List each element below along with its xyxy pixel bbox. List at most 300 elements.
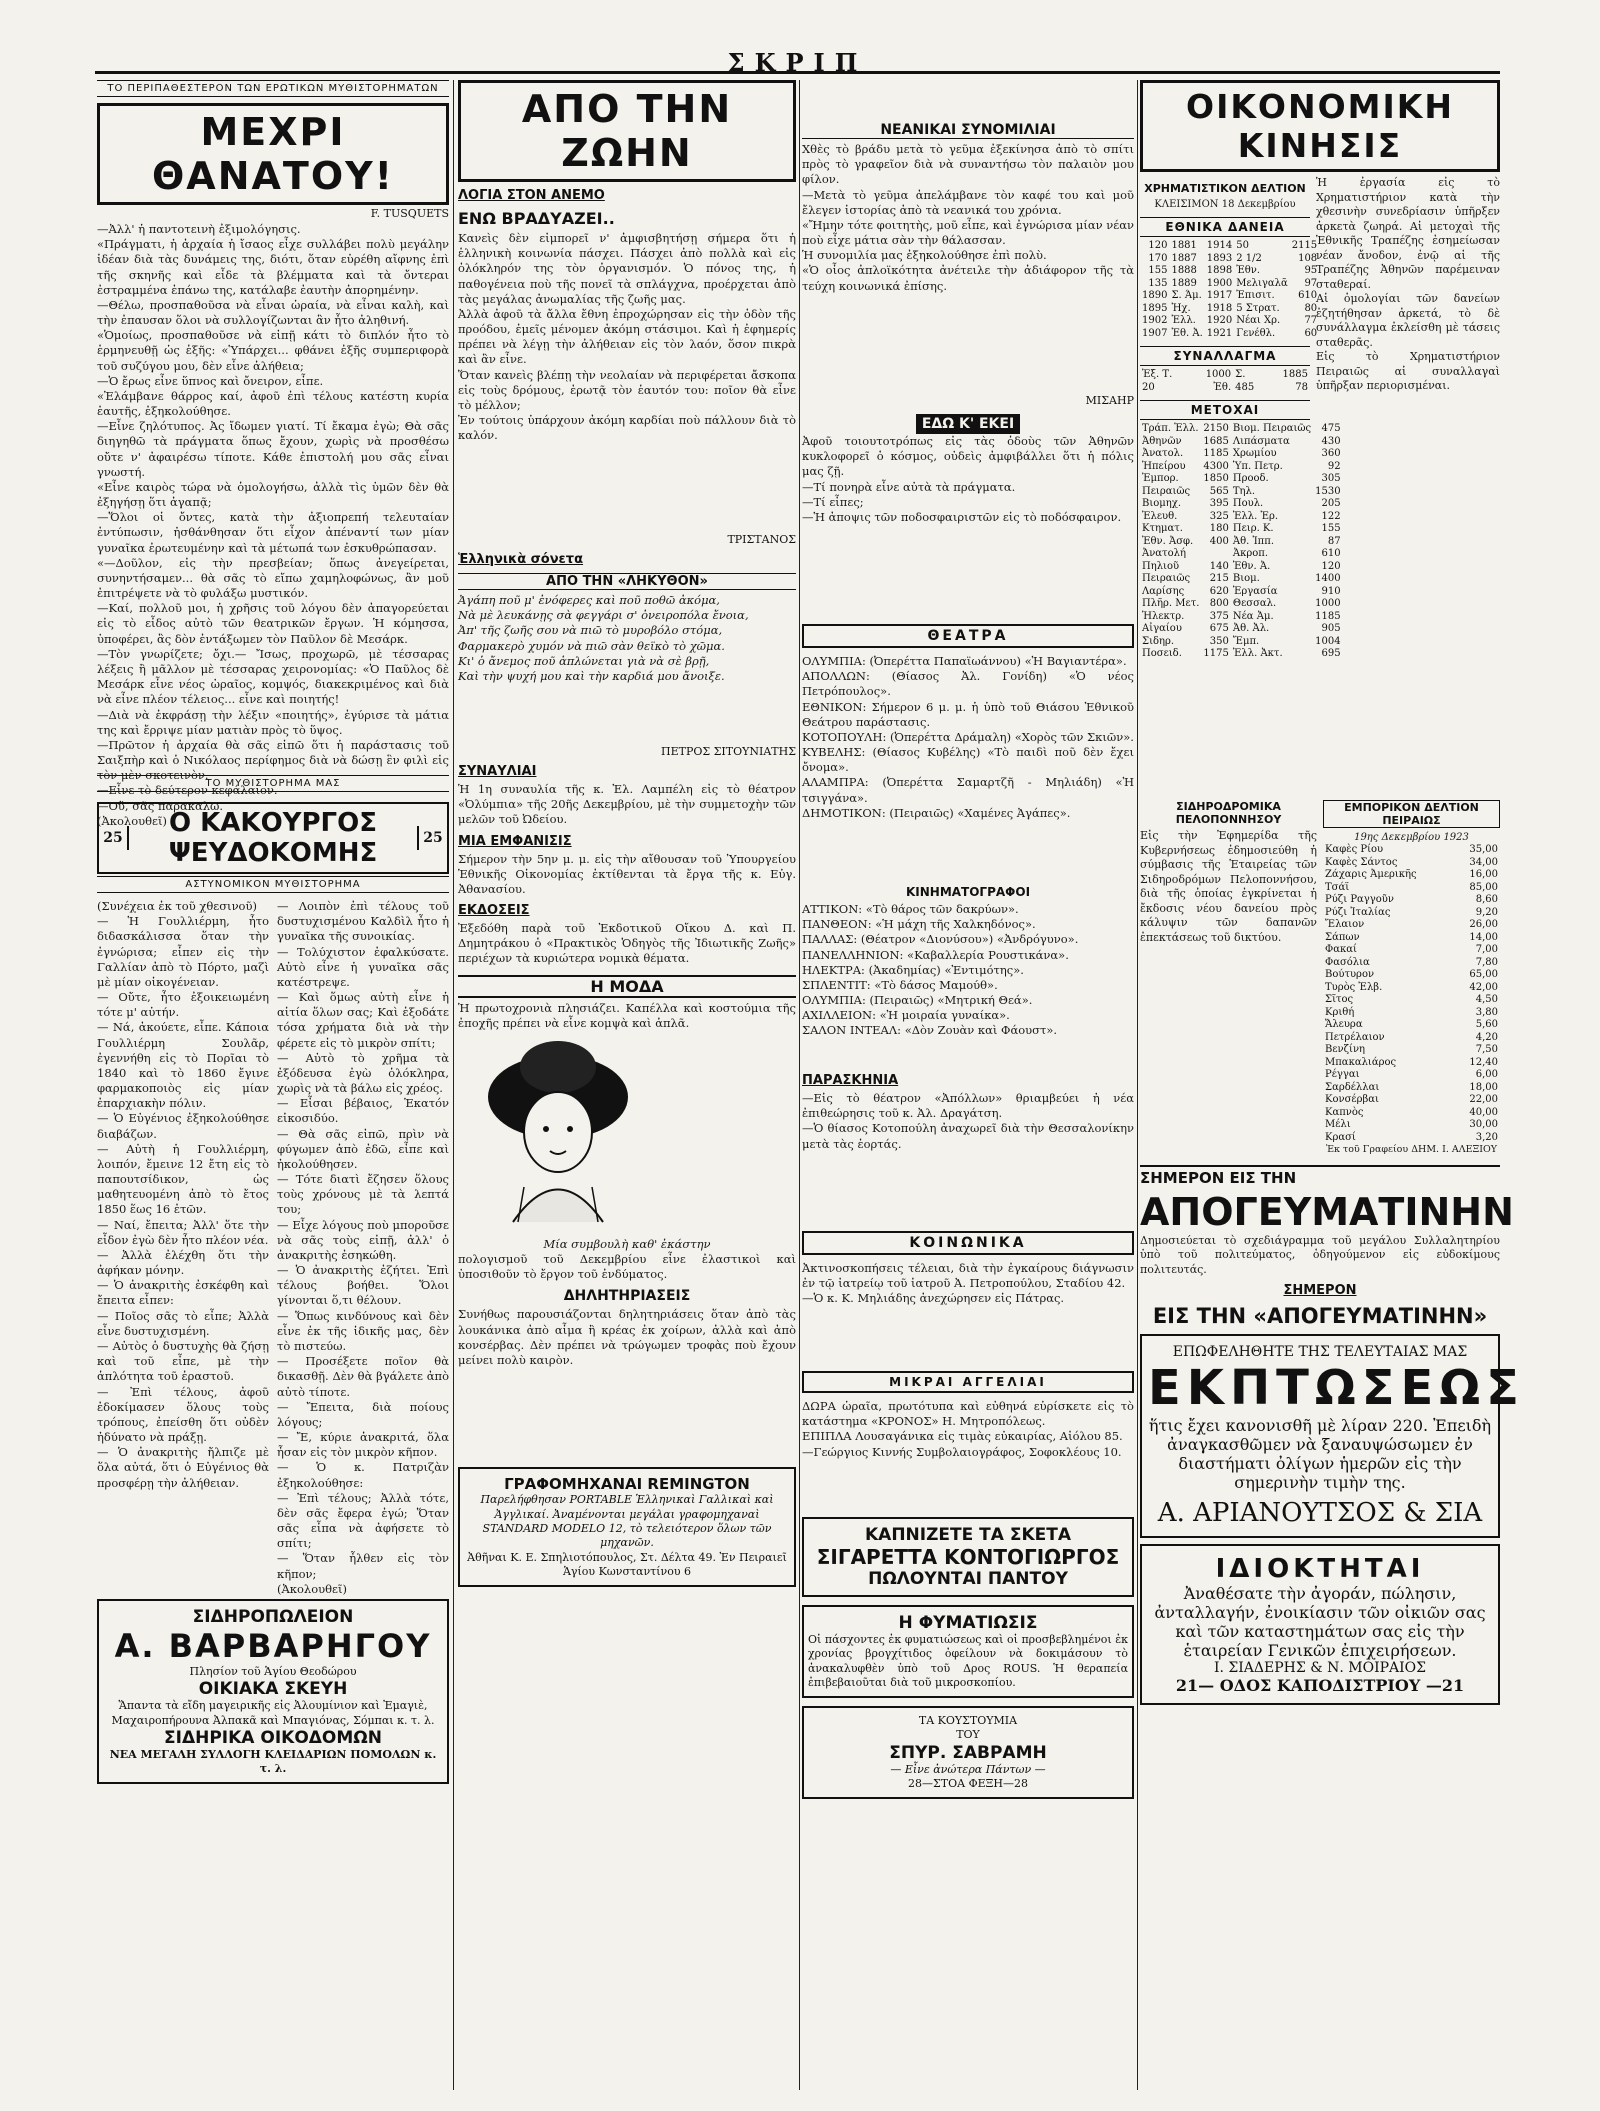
serial-body-right: — Λοιπὸν ἐπὶ τέλους τοῦ δυστυχισμένου Καλδὶλ ἦτο ἡ γυναῖκα τῆς συνοικίας. — Τολύχιστον ἐφαλκύσατε. Αὐτὸ εἶνε ἡ γυναῖκα σᾶς κατέστρεψε. — Καὶ ὅμως αὐτὴ εἶνε ἡ αἰτία ὅλων σας; Καὶ ἐξοδάτε τόσα χρήματα διὰ νὰ τὴν φέρετε εἰς τὸ μικρὸν σπίτι; — Αὐτὸ τὸ χρῆμα τὰ ἐξόδευσα ἐγὼ ὁλόκληρα, χωρὶς νὰ τὰ βάλω εἰς χρέος. — Εἶσαι βέβαιος, Ἑκατόν εἰκοσιδύο. — Θὰ σᾶς εἰπῶ, πρὶν νὰ φύγωμεν ἀπὸ ἐδῶ, εἶπε καὶ ἠκολούθησεν. — Τότε διατὶ ἔζησεν ὅλους τοὺς χρόνους μὲ τὰ λεπτά του; — Εἶχε λόγους ποὺ μποροῦσε νὰ σᾶς τοὺς εἰπῇ, ἀλλ' ὁ ἀνακριτὴς ἐσηκώθη. — Ὁ ἀνακριτὴς ἐζήτει. Ἐπὶ τέλους βοήθει. Ὅλοι γίνονται ὅ,τι θέλουν. — Ὅπως κινδύνους καὶ δὲν εἶνε ἐκ τῆς ἰδικῆς μας, δὲν τὸ πιστεύω. — Προσέξετε ποῖον θὰ δικασθῇ. Δὲν θὰ βγάλετε ἀπὸ αὐτὸ τίποτε. — Ἔπειτα, διὰ ποίους λόγους; — Ἔ, κύριε ἀνακριτά, ὅλα ἦσαν εἰς τὸν μικρὸν κῆπον. — Ὁ κ. Πατριζὰν ἐξηκολούθησε: — Ἐπὶ τέλους; Ἀλλὰ τότε, δὲν σᾶς ἔφερα ἐγώ; Ὅταν σᾶς εἶπα νὰ ἀφήσετε τὸ σπίτι; — Ὅταν ἦλθεν εἰς τὸν κῆπον; (Ἀκολουθεῖ) — [277, 899, 449, 1596]
bond-row-cell: 2115 — [1291, 240, 1318, 252]
stock-row-cell: 122 — [1321, 510, 1341, 522]
fx-row-cell: 1885 — [1282, 369, 1308, 381]
bond-row — [1140, 303, 1319, 316]
bond-row-cell: Ἐλλ. — [1171, 315, 1196, 327]
fx-row — [1140, 369, 1310, 382]
stock-row — [1140, 423, 1343, 436]
stock-row-cell: Ἐθν. Ἀσφ. — [1142, 535, 1194, 547]
fx-row-cell: 1000 — [1205, 369, 1232, 381]
commodity-row-cell: 16,00 — [1469, 869, 1498, 881]
stock-row-cell: 87 — [1327, 535, 1341, 547]
bonds-table — [1140, 240, 1319, 340]
poem-signature: ΠΕΤΡΟΣ ΣΙΤΟΥΝΙΑΤΗΣ — [660, 745, 796, 758]
bond-row-cell: 77 — [1304, 315, 1318, 327]
stock-row — [1140, 511, 1343, 524]
stock-row — [1140, 611, 1343, 624]
stock-row-cell: Ἔμπ. — [1232, 635, 1260, 647]
here-there-title: ΕΔΩ Κ' ΕΚΕΙ — [916, 414, 1020, 434]
commodity-row-cell: Ρύζι Ἰταλίας — [1325, 906, 1391, 918]
commodity-row-cell: Πετρέλαιον — [1325, 1031, 1385, 1043]
commodity-row-cell: Καφὲς Ρίου — [1325, 844, 1384, 856]
commodity-row-cell: Σαρδέλλαι — [1325, 1081, 1380, 1093]
bond-row-cell: 1887 — [1171, 252, 1197, 264]
stock-row-cell: Ἐλλ. Ἐρ. — [1232, 510, 1279, 522]
commodity-row — [1323, 1057, 1500, 1070]
bond-row — [1140, 315, 1319, 328]
youth-signature: ΜΙΣΑΗΡ — [1085, 394, 1134, 407]
stock-row-cell: 4300 — [1203, 460, 1229, 472]
commodity-row-cell: Μέλι — [1325, 1119, 1351, 1131]
commodity-row-cell: 6,00 — [1475, 1069, 1498, 1081]
theatre-body: ΟΛΥΜΠΙΑ: (Ὀπερέττα Παπαϊωάννου) «Ἡ Βαγιαντέρα». ΑΠΟΛΛΩΝ: (Θίασος Ἀλ. Γονίδη) «Ὁ νέος Πετρόπουλος». ΕΘΝΙΚΟΝ: Σήμερον 6 μ. μ. ἡ ὑπὸ τοῦ Θιάσου Ἐθνικοῦ Θεάτρου παράστασις. ΚΟΤΟΠΟΥΛΗ: (Ὀπερέττα Δράμαλη) «Χορὸς τῶν Σκιῶν». ΚΥΒΕΛΗΣ: (Θίασος Κυβέλης) «Τὸ παιδὶ ποῦ δὲν ἔχει ὄνομα». ΑΛΑΜΠΡΑ: (Ὀπερέττα Σαμαρτζῆ - Μηλιάδη) «Ἡ τσιγγάνα». ΔΗΜΟΤΙΚΟΝ: (Πειραιῶς) «Χαμένες Ἀγάπες». — [802, 654, 1134, 820]
stock-row-cell: 910 — [1321, 585, 1341, 597]
stock-row-cell: 1400 — [1315, 573, 1341, 585]
stock-row-cell: Ἐργασία — [1232, 585, 1278, 597]
backstage-title: ΠΑΡΑΣΚΗΝΙΑ — [802, 1073, 899, 1088]
stock-row-cell: 610 — [1321, 548, 1341, 560]
stock-row-cell: 140 — [1209, 560, 1229, 572]
column-economy — [1140, 80, 1525, 1705]
column-divider — [1137, 80, 1138, 2090]
port-bulletin-title: ΕΜΠΟΡΙΚΟΝ ΔΕΛΤΙΟΝ ΠΕΙΡΑΙΩΣ — [1323, 800, 1500, 828]
commodity-row-cell: Τσάϊ — [1325, 881, 1350, 893]
stock-row-cell: Ἐμπορ. — [1142, 473, 1179, 485]
ad-varvarigou-line: ΟΙΚΙΑΚΑ ΣΚΕΥΗ — [198, 1679, 348, 1700]
stock-row-cell: Σιδηρ. — [1142, 635, 1175, 647]
railway-body: Εἰς τὴν Ἐφημερίδα τῆς Κυβερνήσεως ἐδημοσιεύθη ἡ σύμβασις τῆς Ἑταιρείας τῶν Σιδηροδρόμων Πελοποννήσου, διὰ τῆς ὁποίας ἐγκρίνεται ἡ ἔκδοσις νέου δανείου πρὸς κάλυψιν τῶν δαπανῶν ἐπεκτάσεως τοῦ δικτύου. — [1140, 829, 1317, 944]
commodity-row-cell: 8,60 — [1475, 894, 1498, 906]
stock-row — [1140, 461, 1343, 474]
commodity-row — [1323, 882, 1500, 895]
bond-row-cell: Ἠχ. — [1171, 302, 1191, 314]
stock-row-cell: Ἀθ. Ἀλ. — [1232, 623, 1270, 635]
column-life — [458, 80, 796, 1587]
bond-row-cell: Ἐθν. — [1236, 265, 1261, 277]
stock-row — [1140, 586, 1343, 599]
commodity-row — [1323, 932, 1500, 945]
ad-remington-body: Παρελήφθησαν PORTABLE Ἑλληνικαὶ Γαλλικαὶ καὶ Ἀγγλικαί. Ἀναμένονται μεγάλαι γραφομηχαναὶ STANDARD MODELO 12, τὸ τελειότερον ὅλων τῶν μηχανῶν. — [480, 1493, 774, 1550]
novel-title: ΜΕΧΡΙ ΘΑΝΑΤΟΥ! — [97, 103, 449, 205]
section-signature: ΤΡΙΣΤΑΝΟΣ — [727, 533, 796, 546]
commodity-row — [1323, 1019, 1500, 1032]
stock-row-cell: Πειραιῶς — [1142, 485, 1191, 497]
concerts-body: Ἡ 1η συναυλία τῆς κ. Ἑλ. Λαμπέλη εἰς τὸ θέατρον «Ὀλύμπια» τῆς 20ῆς Δεκεμβρίου, μὲ τὴν συμμετοχὴν τῶν μελῶν τοῦ Ὠδείου. — [458, 782, 796, 827]
cinema-body: ΑΤΤΙΚΟΝ: «Τὸ θάρος τῶν δακρύων». ΠΑΝΘΕΟΝ: «Ἡ μάχη τῆς Χαλκηδόνος». ΠΑΛΛΑΣ: (Θέατρον «Διονύσου») «Ἀνδρόγυνο». ΠΑΝΕΛΛΗΝΙΟΝ: «Καβαλλερία Ρουστικάνα». ΗΛΕΚΤΡΑ: (Ἀκαδημίας) «Ἐντιμότης». ΣΠΛΕΝΤΙΤ: «Τὸ δάσος Μαμούθ». ΟΛΥΜΠΙΑ: (Πειραιῶς) «Μητρική Θεά». ΑΧΙΛΛΕΙΟΝ: «Ἡ μοιραία γυναίκα». ΣΑΛΟΝ ΙΝΤΕΑΛ: «Δὸν Ζουὰν καὶ Φάουστ». — [802, 902, 1079, 1038]
theatre-title: ΘΕΑΤΡΑ — [802, 624, 1134, 648]
bond-row — [1140, 240, 1319, 253]
serial-header — [97, 802, 449, 874]
concerts-title: ΣΥΝΑΥΛΙΑΙ — [458, 764, 537, 779]
stock-row-cell: Ἐλλ. Ἀκτ. — [1232, 648, 1283, 660]
stock-row-cell: Ἐλευθ. — [1142, 510, 1178, 522]
novel-body: —Ἀλλ' ἡ παντοτεινὴ ἐξιμολόγησις. «Πράγματι, ἡ ἀρχαία ἡ ἴσαος εἶχε συλλάβει πολὺ μεγάλην ἰδέαν διὰ τὰς δυνάμεις της, διότι, ὅταν εὑρέθη αἴφνης ἐπὶ τῆς σκηνῆς καὶ εἶδε τὰ βλέμματα καὶ τὰ ὄντεραι ἐστραμμένα ἐπάνω της, κατάλαβε ἐαυτὴν ἀπορημένην. —Θέλω, προσπαθοῦσα νὰ εἶναι ὡραία, νὰ εἶναι καλὴ, καὶ τὴν ἐπαυσαν ὅλοι νὰ συλλογίζωνται ἂν ἦτο ἀληθινή. «Ὁμοίως, προσπαθοῦσε νὰ εἰπῇ κάτι τὸ διπλόν ἦτο τὸ ἑρμηνευθῇ ὡς ἑξῆς: «Ὑπάρχει... φθάνει ἐξῆς συμπεριφορὰ τοῦ συζύγου μου, δὲν εἶνε ἀλήθεια; —Ὁ ἔρως εἶνε ὕπνος καὶ ὄνειρον, εἶπε. «Ἐλάμβανε θάρρος καί, ἀφοῦ ἐπὶ τέλους κατέστη κυρία ἑαυτῆς, ἐξηκολούθησε. —Εἶνε ζηλότυπος. Ἀς ἴδωμεν γιατί. Τί ἔκαμα ἐγὼ; Θὰ σᾶς διηγηθῶ τὰ πράγματα ὅπως ἔχουν, χωρὶς νὰ προσθέσω οὔτε ν' ἀφαιρέσω τίποτε. Κάθε ἐπιστολή μου σᾶς εἶναι γνωστή. «Εἶνε καιρὸς τώρα νὰ ὁμολογήσω, ἀλλὰ τὶς ὑμῶν δὲν θὰ ἐξηγήσῃ ὅτι ἀγαπᾷ; —Ὅλοι οἱ ὄντες, κατὰ τὴν ἀξιοπρεπή τελευταίαν ἐντύπωσιν, ἠσθάνθησαν ὅτι εἶχον ἀπέναντί των μίαν γυναῖκα ἐρωτευμένην καὶ τὰ μέτωπά των ἐσκυθρώπασαν. «—Δοῦλον, εἰς τὴν πρεσβείαν; ὅπως ἀνεγείρεται, συνηντήσαμεν... θὰ σᾶς τὸ εἴπω χαμηλοφώνως, ἂν μοῦ ἐπιτρέψετε νὰ τὸ φυλάξω μυστικόν. —Καί, πολλοῦ μοι, ἡ χρῆσις τοῦ λόγου δὲν ἀπαγορεύεται εἰς τὸ εἶδος αὐτὸ τῶν θεατρικῶν ἔργων. Ἡ κόμησσα, ὑποφέρει, ἂς δὸν ἐντάξωμεν τὸν Παῦλον δὲ Μεσάρκ. —Τὸν γνωρίζετε; ὄχι.— Ἴσως, προχωρῶ, μὲ τέσσαρας λέξεις ἢ μᾶλλον μὲ τέσσαρας χειρονομίας: «Ὁ Παῦλος δὲ Μεσάρκ εἶνε νέος ὡραῖος, κομψός, διακεκριμένος καὶ διὰ νὰ εἶνε πλέον τέλειος... εἶνε καὶ ποιητής! —Διὰ νὰ ἐκφράσῃ τὴν λέξιν «ποιητής», ἐγύρισε τὰ μάτια της καὶ ἔρριψε μίαν ματιὰν πρὸς τὸ ὕψος. —Πρῶτον ἡ ἀρχαία θὰ σᾶς εἰπῶ ὅτι ἡ παράστασις τοῦ Σαιξπὴρ καὶ ὁ Νικόλαος περίφημος διὰ νὰ δώσῃ ἓν φιλὶ εἰς τὸν μὲν σκοτεινὸν. —Εἶνε τὸ δεύτερον κεφάλαιον. —Οὔ, σᾶς παρακαλῶ. (Ἀκολουθεῖ) — [97, 222, 449, 828]
ad-discount-headline: ΕΚΠΤΩΣΕΩΣ — [1148, 1360, 1525, 1417]
commodity-row-cell: 9,20 — [1475, 906, 1498, 918]
commodity-row-cell: Καπνὸς — [1325, 1106, 1364, 1118]
ad-cigarettes — [802, 1517, 1134, 1597]
commodity-row-cell: Ἄλευρα — [1325, 1019, 1363, 1031]
commodity-row-cell: Σάπων — [1325, 931, 1360, 943]
commodity-row — [1323, 919, 1500, 932]
poem-title: ΑΠΟ ΤΗΝ «ΛΗΚΥΘΟΝ» — [458, 573, 796, 590]
commodity-row — [1323, 844, 1500, 857]
stock-row-cell: Πειρ. Κ. — [1232, 523, 1274, 535]
stock-bulletin-title: ΧΡΗΜΑΤΙΣΤΙΚΟΝ ΔΕΛΤΙΟΝ — [1144, 182, 1306, 195]
stock-row-cell: Πειραιῶς — [1142, 573, 1191, 585]
stock-row-cell: 1004 — [1315, 635, 1341, 647]
bond-row-cell: 1921 — [1206, 327, 1233, 339]
ad-varvarigou-name: Α. ΒΑΡΒΑΡΗΓΟΥ — [114, 1627, 432, 1665]
stock-row-cell: 395 — [1209, 498, 1229, 510]
bond-row-cell: 108 — [1298, 252, 1318, 264]
stock-row-cell: 800 — [1209, 598, 1229, 610]
bond-row-cell: 135 — [1148, 277, 1168, 289]
stock-row-cell: 205 — [1321, 498, 1341, 510]
commodity-row-cell: 35,00 — [1469, 844, 1498, 856]
bond-row-cell: 1895 — [1142, 302, 1168, 314]
commodity-row — [1323, 982, 1500, 995]
masthead: ΣΚΡΙΠ — [727, 48, 868, 77]
stocks-title: ΜΕΤΟΧΑΙ — [1140, 400, 1310, 420]
fx-row-cell: Σ. — [1235, 369, 1246, 381]
stock-row-cell: Προοδ. — [1232, 473, 1269, 485]
ad-tuberculosis-body: Οἱ πάσχοντες ἐκ φυματιώσεως καὶ οἱ προσβεβλημένοι ἐκ χρονίας βρογχίτιδος ὀφείλουν νὰ δοκιμάσουν τὸ ἀνακαλυφθὲν ὑπὸ τοῦ Δρος ROUS. Ἡ θεραπεία ἐπιβεβαιοῦται διὰ τοῦ μικροσκοπίου. — [808, 1633, 1128, 1689]
stock-row — [1140, 536, 1343, 549]
ad-owners-headline: ΙΔΙΟΚΤΗΤΑΙ — [1215, 1554, 1425, 1585]
stock-row — [1140, 473, 1343, 486]
ad-discount-text: ἥτις ἔχει κανονισθῆ μὲ λίραν 220. Ἐπειδὴ ἀναγκασθῶμεν νὰ ξαναυψώσωμεν ἐν διαστήματι ὀλίγων ἡμερῶν εἰς τὴν σημερινὴν τιμὴν της. — [1148, 1416, 1492, 1493]
commodity-row-cell: 12,40 — [1469, 1056, 1498, 1068]
stock-row-cell: 1185 — [1315, 610, 1341, 622]
commodity-row-cell: Ρέγγαι — [1325, 1069, 1360, 1081]
bond-row-cell: 1918 — [1206, 302, 1233, 314]
stock-row-cell: Ἀθ. Ἰππ. — [1232, 535, 1275, 547]
stock-row-cell: 905 — [1321, 623, 1341, 635]
commodity-row — [1323, 1107, 1500, 1120]
apogevmatini-text: Δημοσιεύεται τὸ σχεδιάγραμμα τοῦ μεγάλου Συλλαλητηρίου ὑπὸ τοῦ πολιτεύματος, ὁδηγούμενον εἰς εὐδοκίμους πολιτευτάς. — [1140, 1233, 1500, 1276]
ad-remington-title: ΓΡΑΦΟΜΗΧΑΝΑΙ REMINGTON — [504, 1475, 750, 1494]
ad-cigarettes-line: ΚΑΠΝΙΖΕΤΕ ΤΑ ΣΚΕΤΑ — [864, 1525, 1071, 1545]
stock-row-cell: 1685 — [1203, 435, 1229, 447]
commodity-row-cell: Ρύζι Ραγγοῦν — [1325, 894, 1394, 906]
commodity-row — [1323, 1044, 1500, 1057]
stock-row-cell: 215 — [1209, 573, 1229, 585]
social-body: Ἀκτινοσκοπήσεις τέλειαι, διὰ τὴν ἐγκαίρους διάγνωσιν ἐν τῷ ἰατρείῳ τοῦ ἰατροῦ Ἀ. Πετροπούλου, Σταδίου 42. —Ὁ κ. Κ. Μηλιάδης ἀνεχώρησεν εἰς Πάτρας. — [802, 1261, 1134, 1306]
commodity-row-cell: 22,00 — [1469, 1094, 1498, 1106]
stock-row-cell: Πουλ. — [1232, 498, 1264, 510]
bond-row-cell: 95 — [1304, 265, 1318, 277]
stock-row-cell: Πλῆρ. Μετ. — [1142, 598, 1200, 610]
commodity-row — [1323, 1094, 1500, 1107]
apogevmatini-name-2: ΕΙΣ ΤΗΝ «ΑΠΟΓΕΥΜΑΤΙΝΗΝ» — [1152, 1304, 1488, 1329]
stock-row-cell: Χρωμίου — [1232, 448, 1277, 460]
bonds-title: ΕΘΝΙΚΑ ΔΑΝΕΙΑ — [1140, 217, 1310, 237]
commodity-row-cell: Φασόλια — [1325, 956, 1370, 968]
apogevmatini-name: ΑΠΟΓΕΥΜΑΤΙΝΗΝ — [1140, 1189, 1514, 1234]
commodity-row-cell: 4,20 — [1475, 1031, 1498, 1043]
stock-row-cell: Νέα Ἀμ. — [1232, 610, 1274, 622]
ad-owners-text: Ἀναθέσατε τὴν ἀγοράν, πώλησιν, ἀνταλλαγήν, ἐνοικίασιν τῶν οἰκιῶν σας καὶ τῶν καταστημάτων σας εἰς τὴν ἑταιρείαν Γενικῶν ἐπιχειρήσεων. — [1154, 1584, 1486, 1661]
serial-body-left: (Συνέχεια ἐκ τοῦ χθεσινοῦ) — Ἡ Γουλλιέρμη, ἦτο διδασκάλισσα ὅταν τὴν ἐγνώρισα; εἶπεν εἰς τὴν Γαλλίαν ἀπὸ τὸ Πόρτο, μαζὶ μὲ μίαν οἰκογένειαν. — Οὔτε, ἦτο ἐξοικειωμένη τότε μ' αὐτήν. — Νά, ἀκούετε, εἶπε. Κάποια Γουλλιέρμη Σουλᾶρ, ἐγεννήθη εἰς τὸ Πορῖαι τὸ 1840 καὶ τὸ 1860 ἔγινε φαρμακοποιὸς εἰς μίαν ἐπαρχιακὴν πόλιν. — Ὁ Εὐγένιος ἐξηκολούθησε διαβάζων. — Αὐτὴ ἡ Γουλλιέρμη, λοιπόν, ἔμεινε 12 ἔτη εἰς τὸ παπουτσίδικον, ὡς μαθητευομένη ἀπὸ τὸ ἔτος 1850 ἕως 16 ἐτῶν. — Ναί, ἔπειτα; Ἀλλ' ὅτε τὴν εἶδον ἐγὼ δὲν ἦτο πλέον νέα. — Ἀλλὰ ἐλέχθη ὅτι τὴν ἀφήκαν μόνην. — Ὁ ἀνακριτὴς ἐσκέφθη καὶ ἔπειτα εἶπεν: — Ποῖος σᾶς τὸ εἶπε; Ἀλλὰ εἶνε δυστυχισμένη. — Αὐτὸς ὁ δυστυχὴς θὰ ζήσῃ καὶ τοῦ εἶπε, μὲ τὴν ἁπλότητα τοῦ ἐραστοῦ. — Ἐπὶ τέλους, ἀφοῦ ἐδοκίμασεν ὅλους τοὺς τρόπους, ἐπείσθη ὅτι οὐδὲν ἠδύνατο νὰ πράξῃ. — Ὁ ἀνακριτὴς ἤλπιζε μὲ ὅλα αὐτά, ὅτι ὁ Εὐγένιος θὰ προσφέρῃ τὴν ἀλήθειαν. — [97, 899, 269, 1490]
commodity-row — [1323, 969, 1500, 982]
fashion-text: πολογισμοῦ τοῦ Δεκεμβρίου εἶνε ἐλαστικοὶ καὶ ὑποσιθοῦν τὸ ἔργον τοῦ ἐνδύματος. — [458, 1252, 796, 1282]
fx-row-cell: 20 — [1142, 381, 1155, 393]
bond-row-cell: 60 — [1304, 327, 1318, 339]
stock-row — [1140, 436, 1343, 449]
commodity-row-cell: Βούτυρον — [1325, 969, 1375, 981]
stock-row-cell: 475 — [1321, 423, 1341, 435]
commodity-row — [1323, 1032, 1500, 1045]
ad-varvarigou-line: ΝΕΑ ΜΕΓΑΛΗ ΣΥΛΛΟΓΗ ΚΛΕΙΔΑΡΙΩΝ ΠΟΜΟΛΩΝ κ. τ. λ. — [109, 1747, 437, 1776]
serial-number: 25 — [417, 826, 447, 850]
stock-row-cell: 430 — [1321, 435, 1341, 447]
stock-row-cell: 375 — [1209, 610, 1229, 622]
commodity-row-cell: Ἔλαιον — [1325, 919, 1365, 931]
ad-savrami-line: — Εἶνε ἀνώτερα Πάντων — — [890, 1762, 1046, 1776]
bond-row — [1140, 290, 1319, 303]
port-bulletin-source: Ἐκ τοῦ Γραφείου ΔΗΜ. Ι. ΑΛΕΞΙΟΥ — [1325, 1144, 1498, 1156]
ad-varvarigou — [97, 1599, 449, 1784]
publications-title: ΕΚΔΟΣΕΙΣ — [458, 903, 530, 919]
fx-title: ΣΥΝΑΛΛΑΓΜΑ — [1140, 346, 1310, 366]
bond-row-cell: 1917 — [1206, 290, 1233, 302]
stocks-table — [1140, 423, 1343, 661]
stock-row — [1140, 523, 1343, 536]
poem-body: Ἀγάπη ποῦ μ' ἐνόφερες καὶ ποῦ ποθῶ ἀκόμα, Νὰ μὲ λευκάνῃς σὰ φεγγάρι σ' ὀνειροπόλα ἔνοια, Ἀπ' τῆς ζωῆς σου νὰ πιῶ τὸ μυροβόλο στόμα, Φαρμακερὸ χυμόν νὰ πιῶ σὰν θεϊκὸ τὸ χῶμα. Κι' ὁ ἄνεμος ποῦ ἁπλώνεται γιὰ νὰ σὲ βρῇ, Καὶ τὴν ψυχή μου καὶ τὴν καρδιά μου ἄνοιξε. — [458, 593, 749, 683]
stock-row-cell: 350 — [1209, 635, 1229, 647]
poisonings-body: Συνήθως παρουσιάζονται δηλητηριάσεις ὅταν ἀπὸ τὰς λουκάνικα ἀπὸ αἷμα ἢ κρέας ἐκ χοίρων, ἀλλὰ καὶ ἀπὸ κονσέρβας. Δὲν πρέπει νὰ τρώγωμεν τροφὰς ποὺ ἔχουν μείνει πολὺ καιρὸν. — [458, 1307, 796, 1367]
stock-row-cell: Πηλιοῦ — [1142, 560, 1180, 572]
bond-row-cell: 610 — [1298, 290, 1318, 302]
commodity-row-cell: Ζάχαρις Ἀμερικῆς — [1325, 869, 1417, 881]
commodity-row — [1323, 1119, 1500, 1132]
apogevmatini-kicker: ΣΗΜΕΡΟΝ ΕΙΣ ΤΗΝ — [1140, 1165, 1500, 1187]
stock-row-cell: 400 — [1209, 535, 1229, 547]
fx-table — [1140, 369, 1310, 394]
stock-row-cell: 180 — [1209, 523, 1229, 535]
stock-row-cell: 1850 — [1203, 473, 1229, 485]
commodity-row-cell: 65,00 — [1469, 969, 1498, 981]
railway-title: ΣΙΔΗΡΟΔΡΟΜΙΚΑ ΠΕΛΟΠΟΝΝΗΣΟΥ — [1175, 800, 1282, 826]
ad-tuberculosis-title: Η ΦΥΜΑΤΙΩΣΙΣ — [898, 1613, 1038, 1633]
ad-discount-line: ΕΠΩΦΕΛΗΘΗΤΕ ΤΗΣ ΤΕΛΕΥΤΑΙΑΣ ΜΑΣ — [1172, 1344, 1468, 1361]
commodity-row-cell: 40,00 — [1469, 1106, 1498, 1118]
stock-row-cell: Ἠλεκτρ. — [1142, 610, 1185, 622]
bond-row-cell: 1900 — [1206, 277, 1233, 289]
bond-row-cell: 1893 — [1206, 252, 1233, 264]
commodity-row-cell: Σῖτος — [1325, 994, 1354, 1006]
port-table — [1323, 844, 1500, 1144]
serial-kicker: ΤΟ ΜΥΘΙΣΤΟΡΗΜΑ ΜΑΣ — [97, 775, 449, 792]
stock-row-cell: Βιομηχ. — [1142, 498, 1182, 510]
bond-row-cell: 1888 — [1171, 265, 1197, 277]
ad-savrami-name: ΣΠΥΡ. ΣΑΒΡΑΜΗ — [889, 1742, 1047, 1763]
ad-varvarigou-line: Ἅπαντα τὰ εἴδη μαγειρικῆς εἰς Ἀλουμίνιον καὶ Ἐμαγιὲ, Μαχαιροπήρουνα Ἀλπακᾶ καὶ Μπαγιόνας, Σόμπαι κ. τ. λ. — [111, 1699, 435, 1727]
ad-savrami — [802, 1706, 1134, 1799]
commodity-row-cell: 7,00 — [1475, 944, 1498, 956]
commodity-row-cell: Βενζίνη — [1325, 1044, 1366, 1056]
stock-row-cell: Ἐθν. Ἀ. — [1232, 560, 1271, 572]
bond-row-cell: 97 — [1304, 277, 1318, 289]
commodity-row — [1323, 857, 1500, 870]
column-serials — [97, 80, 449, 1784]
bond-row-cell: 1889 — [1171, 277, 1197, 289]
bond-row-cell: 1898 — [1206, 265, 1233, 277]
backstage-body: —Εἰς τὸ θέατρον «Ἀπόλλων» θριαμβεύει ἡ νέα ἐπιθεώρησις τοῦ κ. Ἀλ. Δραγάτση. —Ὁ θίασος Κοτοπούλη ἀναχωρεῖ διὰ τὴν Θεσσαλονίκην μετὰ τὰς ἑορτάς. — [802, 1091, 1134, 1151]
stock-row — [1140, 561, 1343, 574]
bond-row — [1140, 328, 1319, 341]
bond-row-cell: 1907 — [1142, 327, 1168, 339]
commodity-row-cell: 18,00 — [1469, 1081, 1498, 1093]
commodity-row — [1323, 894, 1500, 907]
ad-savrami-line: ΤΑ ΚΟΥΣΤΟΥΜΙΑ — [918, 1714, 1018, 1728]
masthead-rule — [95, 71, 1500, 74]
fx-row — [1140, 382, 1310, 395]
bond-row-cell: 80 — [1304, 302, 1318, 314]
commodity-row — [1323, 1069, 1500, 1082]
novel-author: F. TUSQUETS — [370, 207, 449, 220]
classifieds-title: ΜΙΚΡΑΙ ΑΓΓΕΛΙΑΙ — [802, 1371, 1134, 1393]
here-there-body: Ἀφοῦ τοιουτοτρόπως εἰς τὰς ὁδοὺς τῶν Ἀθηνῶν κυκλοφορεῖ ὁ κόσμος, οὐδεὶς ἀμφιβάλλει ὅτι ἡ πόλις μας ζῇ. —Τί πονηρὰ εἶνε αὐτὰ τὰ πράγματα. —Τί εἶπες; —Ἡ ἀποψις τῶν ποδοσφαιριστῶν εἰς τὸ ποδόσφαιρον. — [802, 434, 1134, 524]
appearance-body: Σήμερον τὴν 5ην μ. μ. εἰς τὴν αἴθουσαν τοῦ Ὑπουργείου Ἐθνικῆς Οἰκονομίας ἐκτίθενται τὰ ἔργα τῆς κ. Εὐγ. Ἀθανασίου. — [458, 851, 796, 896]
stock-row — [1140, 498, 1343, 511]
section-title: ΕΝΩ ΒΡΑΔΥΑΖΕΙ.. — [458, 209, 615, 228]
bond-row — [1140, 265, 1319, 278]
stock-row-cell — [1201, 548, 1230, 561]
stock-row-cell: Βιομ. Πειραιῶς — [1232, 423, 1312, 435]
fx-row-cell: Ἐξ. Τ. — [1142, 369, 1173, 381]
publications-body: Ἐξεδόθη παρὰ τοῦ Ἐκδοτικοῦ Οἴκου Δ. καὶ Π. Δημητράκου ὁ «Πρακτικὸς Ὁδηγὸς τῆς Ἰδιωτικῆς Ζωῆς» περιέχων τὰ κυριώτερα νομικὰ θέματα. — [458, 921, 796, 966]
commodity-row — [1323, 994, 1500, 1007]
ad-owners-company: Ι. ΣΙΑΔΕΡΗΣ & Ν. ΜΟΙΡΑΙΟΣ — [1213, 1660, 1427, 1677]
stock-row-cell: Ἠπείρου — [1142, 460, 1186, 472]
section-kicker: ΛΟΓΙΑ ΣΤΟΝ ΑΝΕΜΟ — [458, 188, 605, 203]
commodity-row-cell: 26,00 — [1469, 919, 1498, 931]
serial-number: 25 — [99, 826, 129, 850]
commodity-row-cell: 34,00 — [1469, 856, 1498, 868]
bond-row-cell: 1881 — [1171, 240, 1197, 252]
ad-discount-company: Α. ΑΡΙΑΝΟΥΤΣΟΣ & ΣΙΑ — [1157, 1498, 1483, 1529]
ad-remington — [458, 1467, 796, 1587]
stock-row — [1140, 486, 1343, 499]
stock-row-cell: Θεσσαλ. — [1232, 598, 1277, 610]
social-title: ΚΟΙΝΩΝΙΚΑ — [802, 1231, 1134, 1255]
commodity-row — [1323, 1007, 1500, 1020]
commodity-row — [1323, 869, 1500, 882]
stock-row — [1140, 573, 1343, 586]
ad-owners — [1140, 1544, 1500, 1705]
stock-row-cell: Τηλ. — [1232, 485, 1256, 497]
commodity-row-cell: Τυρὸς Ἐλβ. — [1325, 981, 1383, 993]
commodity-row-cell: Κονσέρβαι — [1325, 1094, 1379, 1106]
apogevmatini-today: ΣΗΜΕΡΟΝ — [1283, 1283, 1357, 1299]
stock-row-cell: 2150 — [1203, 423, 1229, 435]
stock-row — [1140, 623, 1343, 636]
stock-row-cell: Ὑπ. Πετρ. — [1232, 460, 1283, 472]
stock-row-cell: Λαρίσης — [1142, 585, 1185, 597]
commodity-row-cell: 4,50 — [1475, 994, 1498, 1006]
stock-row-cell: Κτηματ. — [1142, 523, 1183, 535]
fx-row-cell: Ἐθ. — [1213, 381, 1232, 393]
bond-row-cell: 155 — [1148, 265, 1168, 277]
life-title: ΑΠΟ ΤΗΝ ΖΩΗΝ — [458, 80, 796, 182]
poisonings-title: ΔΗΛΗΤΗΡΙΑΣΕΙΣ — [563, 1288, 691, 1305]
stock-row — [1140, 636, 1343, 649]
fashion-title: Η ΜΟΔΑ — [458, 975, 796, 998]
commodity-row-cell: 5,60 — [1475, 1019, 1498, 1031]
stock-row-cell: 695 — [1321, 648, 1341, 660]
bond-row-cell: 5 Στρατ. — [1236, 302, 1280, 314]
youth-title: ΝΕΑΝΙΚΑΙ ΣΥΝΟΜΙΛΙΑΙ — [802, 122, 1134, 139]
stock-row — [1140, 548, 1343, 561]
commodity-row-cell: 3,20 — [1475, 1131, 1498, 1143]
stock-row-cell: Τράπ. Ἑλλ. — [1142, 423, 1199, 435]
ad-owners-address: 21— ΟΔΟΣ ΚΑΠΟΔΙΣΤΡΙΟΥ —21 — [1175, 1676, 1465, 1696]
commodity-row-cell: 7,80 — [1475, 956, 1498, 968]
fx-row-cell: 485 — [1235, 381, 1255, 393]
stock-row — [1140, 448, 1343, 461]
fashion-caption: Μία συμβουλὴ καθ' ἑκάστην — [543, 1236, 711, 1251]
fx-row-cell: 78 — [1295, 381, 1308, 393]
stock-row-cell: Ἀκροπ. — [1232, 548, 1268, 560]
ad-tuberculosis — [802, 1605, 1134, 1698]
ad-savrami-address: 28—ΣΤΟΑ ΦΕΞΗ—28 — [908, 1777, 1028, 1791]
stock-row — [1140, 598, 1343, 611]
stock-row-cell: Ἀνατολ. — [1142, 448, 1184, 460]
stock-row-cell: 620 — [1209, 585, 1229, 597]
stock-row-cell: Αἰγαίου — [1142, 623, 1182, 635]
bond-row-cell: Γενέθλ. — [1236, 327, 1276, 339]
commodity-row-cell: 42,00 — [1469, 981, 1498, 993]
stock-row-cell: 120 — [1321, 560, 1341, 572]
commodity-row-cell: 7,50 — [1475, 1044, 1498, 1056]
bond-row — [1140, 278, 1319, 291]
bond-row-cell: Μελιγαλᾶ — [1236, 277, 1288, 289]
stock-row-cell: Ἀνατολή — [1142, 548, 1186, 560]
commodity-row-cell: Κρασί — [1325, 1131, 1356, 1143]
commodity-row-cell: 30,00 — [1469, 1119, 1498, 1131]
commodity-row — [1323, 944, 1500, 957]
novel-kicker: ΤΟ ΠΕΡΙΠΑΘΕΣΤΕΡΟΝ ΤΩΝ ΕΡΩΤΙΚΩΝ ΜΥΘΙΣΤΟΡΗΜΑΤΩΝ — [97, 80, 449, 97]
ad-cigarettes-brand: ΣΙΓΑΡΕΤΤΑ ΚΟΝΤΟΓΙΩΡΓΟΣ — [816, 1545, 1120, 1569]
commodity-row-cell: Μπακαλιάρος — [1325, 1056, 1397, 1068]
fashion-illustration — [458, 1037, 658, 1227]
bond-row — [1140, 253, 1319, 266]
ad-varvarigou-line: ΣΙΔΗΡΙΚΑ ΟΙΚΟΔΟΜΩΝ — [164, 1727, 382, 1748]
column-news — [802, 80, 1134, 1799]
commodity-row-cell: Φακαί — [1325, 944, 1357, 956]
commodity-row-cell: Καφὲς Σάντος — [1325, 856, 1398, 868]
stock-row-cell: 565 — [1209, 485, 1229, 497]
stock-row-cell: 92 — [1327, 460, 1341, 472]
stock-row-cell: Ποσειδ. — [1142, 648, 1182, 660]
ad-varvarigou-line: ΣΙΔΗΡΟΠΩΛΕΙΟΝ — [192, 1607, 354, 1627]
bond-row-cell: 170 — [1148, 252, 1168, 264]
bond-row-cell: 2 1/2 — [1236, 252, 1262, 264]
bond-row-cell: 1914 — [1206, 240, 1233, 252]
stock-row-cell: 305 — [1321, 473, 1341, 485]
youth-body: Χθὲς τὸ βράδυ μετὰ τὸ γεῦμα ἐξεκίνησα ἀπὸ τὸ σπίτι πρὸς τὸ γραφεῖον διὰ νὰ συναντήσω τὸν παλαιὸν μου φίλον. —Μετὰ τὸ γεῦμα ἀπελάμβανε τὸν καφέ του καὶ μοῦ ἔλεγεν ἱστορίας ἀπὸ τὰ νεανικά του χρόνια. «Ἤμην τότε φοιτητὴς, μοῦ εἶπε, καὶ ἐγνώρισα μίαν νέαν ποὺ εἶχε μάτια σὰν τὴν θάλασσαν. Ἡ συνομιλία μας ἐξηκολούθησε ἐπὶ πολὺ. «Ὁ οἶος ἀπλοϊκότητα ἀνέτειλε τὴν ἀδιάφορον τῆς τὰ τεύχη κοινωνικά ἐπίσης. — [802, 142, 1134, 293]
bond-row-cell: Ἐπισιτ. — [1236, 290, 1275, 302]
stock-bulletin-date: ΚΛΕΙΣΙΜΟΝ 18 Δεκεμβρίου — [1154, 199, 1296, 210]
commodity-row — [1323, 907, 1500, 920]
commodity-row-cell: 85,00 — [1469, 881, 1498, 893]
column-divider — [453, 80, 454, 2090]
stock-row-cell: 675 — [1209, 623, 1229, 635]
port-bulletin-date: 19ης Δεκεμβρίου 1923 — [1354, 832, 1469, 843]
bond-row-cell: 1902 — [1142, 315, 1168, 327]
classifieds-body: ΔΩΡΑ ὡραῖα, πρωτότυπα καὶ εὐθηνά εὑρίσκετε εἰς τὸ κατάστημα «ΚΡΟΝΟΣ» Η. Μητροπόλεως. ΕΠΙΠΛΑ Λουσαγάνικα εἰς τιμὰς εὐκαιρίας, Αἰόλου 85. —Γεώργιος Κιννής Συμβολαιογράφος, Σοφοκλέους 10. — [802, 1399, 1134, 1459]
